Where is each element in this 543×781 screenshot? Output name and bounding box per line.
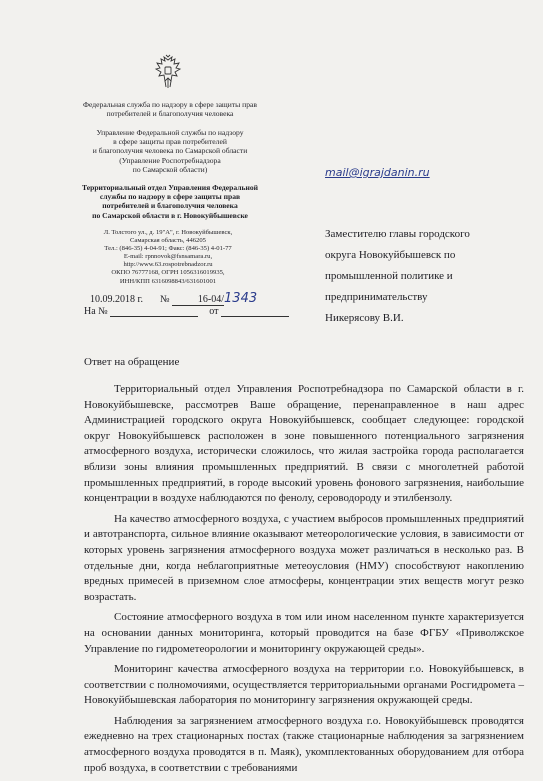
handwritten-email: mail@igrajdanin.ru	[325, 166, 430, 179]
registration-date-number	[90, 291, 257, 306]
letter-number-handwritten: 1343	[224, 291, 258, 306]
body-paragraph: Территориальный отдел Управления Роспотребнадзора по Самарской области в г. Новокуйбышевске, рассмотрев Ваше обращение, перенаправленное в наш адрес Администрацией городского округа Новокуйбышевск, сообщает следующее: городской округ Новокуйбышевск расположен в зоне повышенного потенциального загрязнения атмосферного воздуха, исторически сложилось, что жилая застройка города располагается вблизи зоны влияния промышленных предприятий. В связи с многолетней работой промышленных предприятий, в городе высокий уровень фонового загрязнения, наибольшие концентрации в воздухе наблюдаются по фенолу, сероводороду и этилбензолу.	[84, 383, 524, 505]
reference-line	[84, 306, 289, 317]
letter-number-prefix: 16-04/	[197, 294, 225, 305]
number-sign: №	[159, 294, 170, 305]
letter-body	[84, 382, 524, 781]
recipient-block: Заместителю главы городского округа Новокуйбышевск по промышленной политике и предпринимательству Никерясову В.И.	[325, 228, 470, 324]
federal-service-header: Федеральная служба по надзору в сфере защиты прав потребителей и благополучия человека	[83, 100, 257, 119]
regional-department-header: Управление Федеральной службы по надзору в сфере защиты прав потребителей и благополучия человека по Самарской области (Управление Роспотребнадзора по Самарской области)	[92, 128, 248, 174]
subject-line: Ответ на обращение	[84, 356, 180, 368]
office-address-block: Л. Толстого ул., д. 19"А", г. Новокуйбышевск, Самарская область, 446205 Тел.: (846-35) 4-04-91; Факс: (846-35) 4-01-77 E-mail: rpnnovok@fsnsamara.ru, http://www.63.rospotrebnadzor.ru ОКПО 76777168, ОГРН 1056316019935, ИНН/КПП 6316098843/631601001	[103, 229, 233, 285]
coat-of-arms-emblem	[153, 54, 183, 90]
body-paragraph: Состояние атмосферного воздуха в том или ином населенном пункте характеризуется на основании данных мониторинга, который проводится на базе ФГБУ «Приволжское Управление по гидрометеорологии и мониторингу окружающей среды».	[84, 611, 524, 655]
body-paragraph: На качество атмосферного воздуха, с участием выбросов промышленных предприятий и автотранспорта, сильное влияние оказывают метеорологические условия, в зависимости от которых уровень загрязнения атмосферного воздуха может различаться в несколько раз. В отдельные дни, когда неблагоприятные метеоусловия (НМУ) способствуют накоплению вредных примесей в приземном слое атмосферы, концентрации этих веществ могут резко возрастать.	[84, 512, 524, 603]
body-paragraph: Наблюдения за загрязнением атмосферного воздуха г.о. Новокуйбышевск проводятся ежедневно на трех стационарных постах (также стационарные наблюдения за загрязнением атмосферного воздуха проводятся в п. Маяк), укомплектованных оборудованием для отбора проб воздуха, в соответствии с требованиями	[84, 714, 524, 774]
reference-from-label: от	[209, 306, 219, 317]
reference-label: На №	[84, 306, 108, 317]
territorial-office-header: Территориальный отдел Управления Федеральной службы по надзору в сфере защиты прав потребителей и благополучия человека по Самарской области в г. Новокуйбышевске	[81, 183, 259, 220]
letter-date: 10.09.2018 г.	[90, 294, 143, 305]
body-paragraph: Мониторинг качества атмосферного воздуха на территории г.о. Новокуйбышевск, в соответствии с полномочиями, осуществляется территориальными органами Росгидромета – Новокуйбышевская лаборатория по мониторингу загрязнения окружающей среды.	[84, 663, 524, 707]
